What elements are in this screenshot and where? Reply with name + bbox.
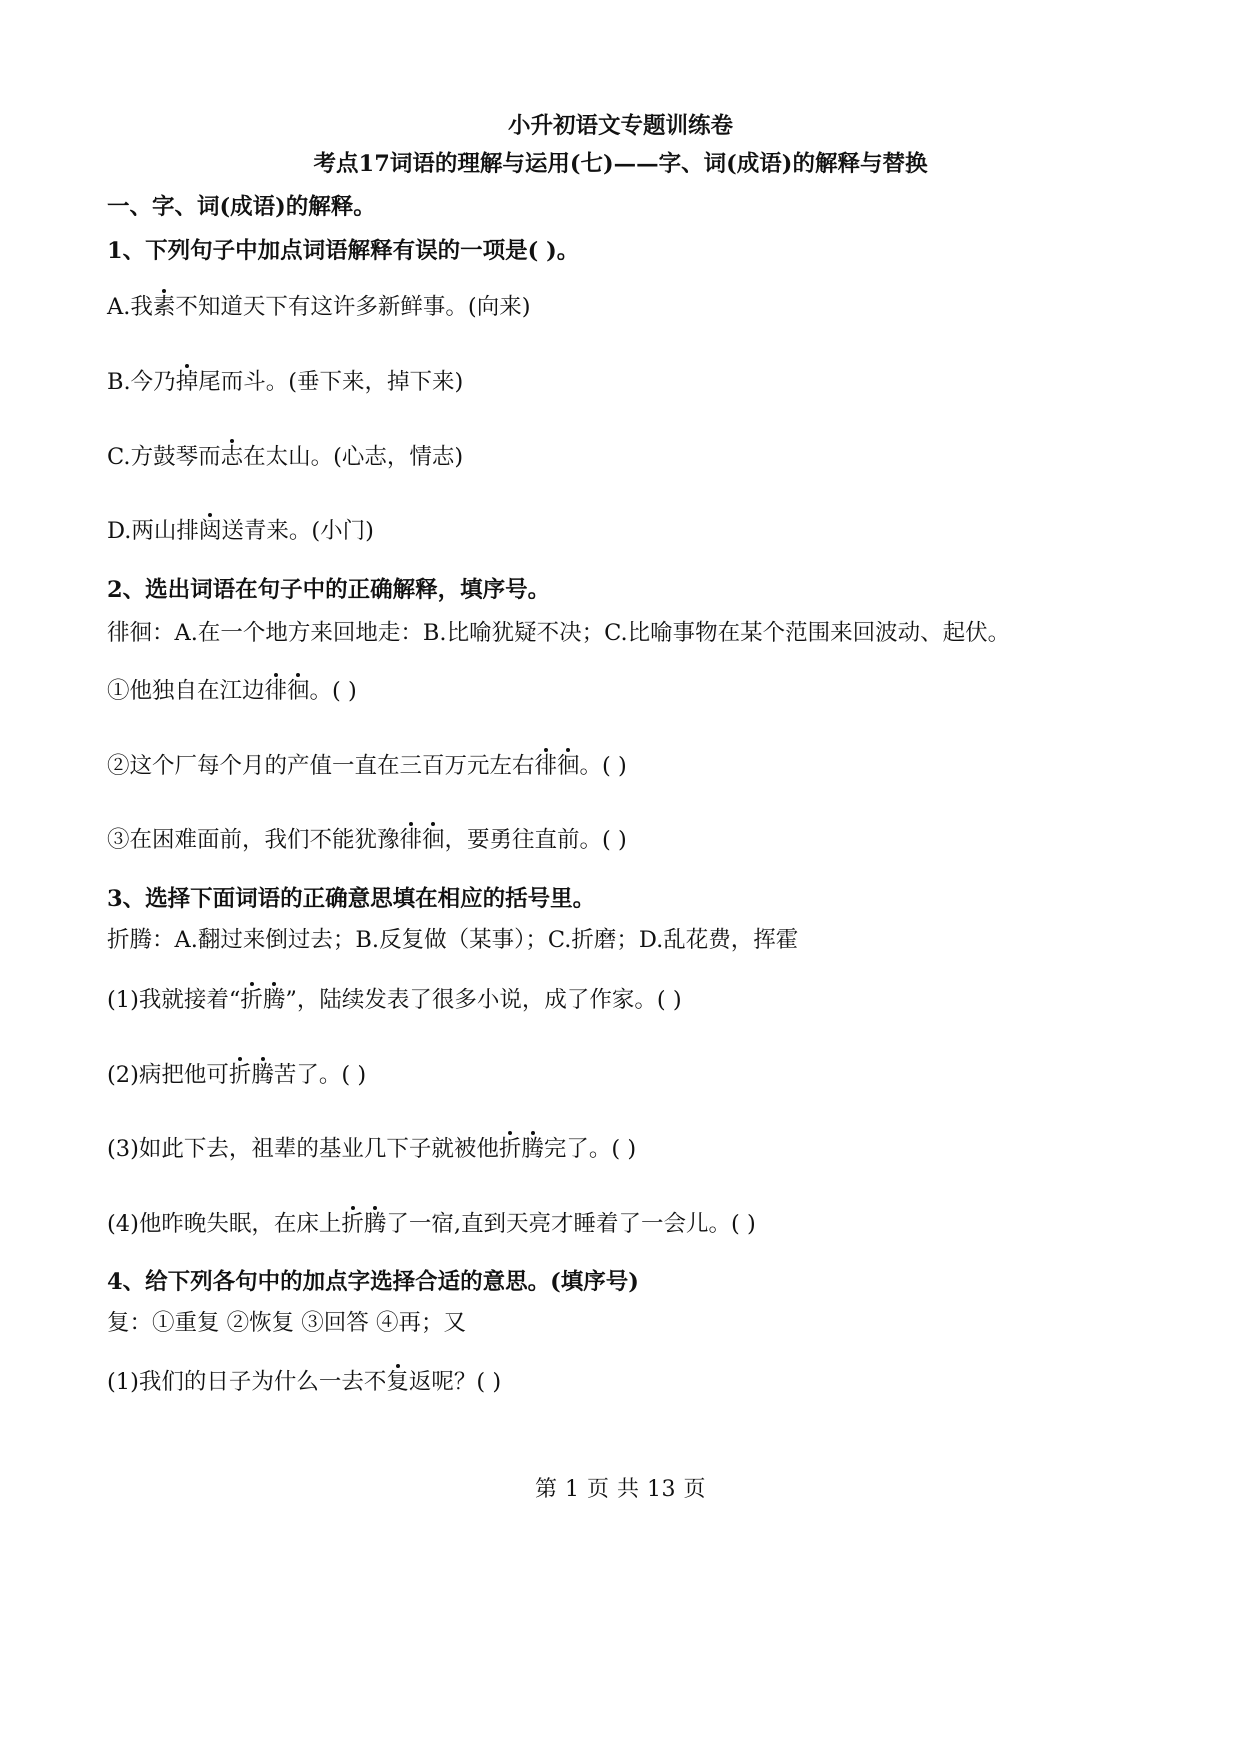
emphasis-dot-char: 腾 (263, 986, 286, 1015)
page-subtitle: 考点17词语的理解与运用(七)——字、词(成语)的解释与替换 (313, 151, 928, 177)
question-3-definition: 折腾：A.翻过来倒过去；B.反复做（某事）；C.折磨；D.乱花费，挥霍 (107, 927, 799, 953)
question-4-item-1: (1)我们的日子为什么一去不复返呢？( ) (107, 1368, 501, 1397)
emphasis-dot-char: 徊 (557, 752, 580, 781)
emphasis-dot-char: 折 (499, 1135, 522, 1164)
question-1-option-b: B.今乃掉尾而斗。(垂下来，掉下来) (107, 368, 463, 397)
question-1-stem: 1、下列句子中加点词语解释有误的一项是( )。 (107, 238, 580, 264)
emphasis-dot-char: 折 (229, 1061, 252, 1090)
question-2-stem: 2、选出词语在句子中的正确解释，填序号。 (107, 577, 551, 603)
question-3-item-3: (3)如此下去，祖辈的基业几下子就被他折腾完了。( ) (107, 1135, 636, 1164)
emphasis-dot-char: 徊 (422, 826, 445, 855)
emphasis-dot-char: 腾 (251, 1061, 274, 1090)
question-4-definition: 复：①重复 ②恢复 ③回答 ④再；又 (107, 1310, 466, 1336)
question-2-item-1: ①他独自在江边徘徊。( ) (107, 677, 357, 706)
emphasis-dot-char: 腾 (364, 1210, 387, 1239)
emphasis-dot-char: 徘 (265, 677, 288, 706)
page-title: 小升初语文专题训练卷 (507, 113, 733, 139)
question-3-stem: 3、选择下面词语的正确意思填在相应的括号里。 (107, 886, 596, 912)
emphasis-dot-char: 徘 (535, 752, 558, 781)
emphasis-dot-char: 复 (386, 1368, 409, 1397)
question-3-item-4: (4)他昨晚失眠，在床上折腾了一宿,直到天亮才睡着了一会儿。( ) (107, 1210, 756, 1239)
emphasis-dot-char: 掉 (176, 368, 199, 397)
emphasis-dot-char: 徊 (287, 677, 310, 706)
question-1-option-c: C.方鼓琴而志在太山。(心志，情志) (107, 443, 463, 472)
question-2-item-2: ②这个厂每个月的产值一直在三百万元左右徘徊。( ) (107, 752, 627, 781)
emphasis-dot-char: 素 (153, 293, 176, 322)
page-number-footer: 第 1 页 共 13 页 (535, 1477, 706, 1502)
question-3-item-2: (2)病把他可折腾苦了。( ) (107, 1061, 366, 1090)
emphasis-dot-char: 闼 (199, 517, 222, 546)
emphasis-dot-char: 志 (221, 443, 244, 472)
question-3-item-1: (1)我就接着“折腾”，陆续发表了很多小说，成了作家。( ) (107, 986, 682, 1015)
question-2-definition: 徘徊：A.在一个地方来回地走：B.比喻犹疑不决；C.比喻事物在某个范围来回波动、起伏。 (107, 620, 1011, 646)
emphasis-dot-char: 腾 (521, 1135, 544, 1164)
emphasis-dot-char: 折 (240, 986, 263, 1015)
emphasis-dot-char: 徘 (400, 826, 423, 855)
question-1-option-d: D.两山排闼送青来。(小门) (107, 517, 374, 546)
question-2-item-3: ③在困难面前，我们不能犹豫徘徊，要勇往直前。( ) (107, 826, 627, 855)
section-heading: 一、字、词(成语)的解释。 (107, 194, 376, 220)
emphasis-dot-char: 折 (341, 1210, 364, 1239)
question-4-stem: 4、给下列各句中的加点字选择合适的意思。(填序号) (107, 1269, 639, 1295)
question-1-option-a: A.我素不知道天下有这许多新鲜事。(向来) (107, 293, 530, 322)
